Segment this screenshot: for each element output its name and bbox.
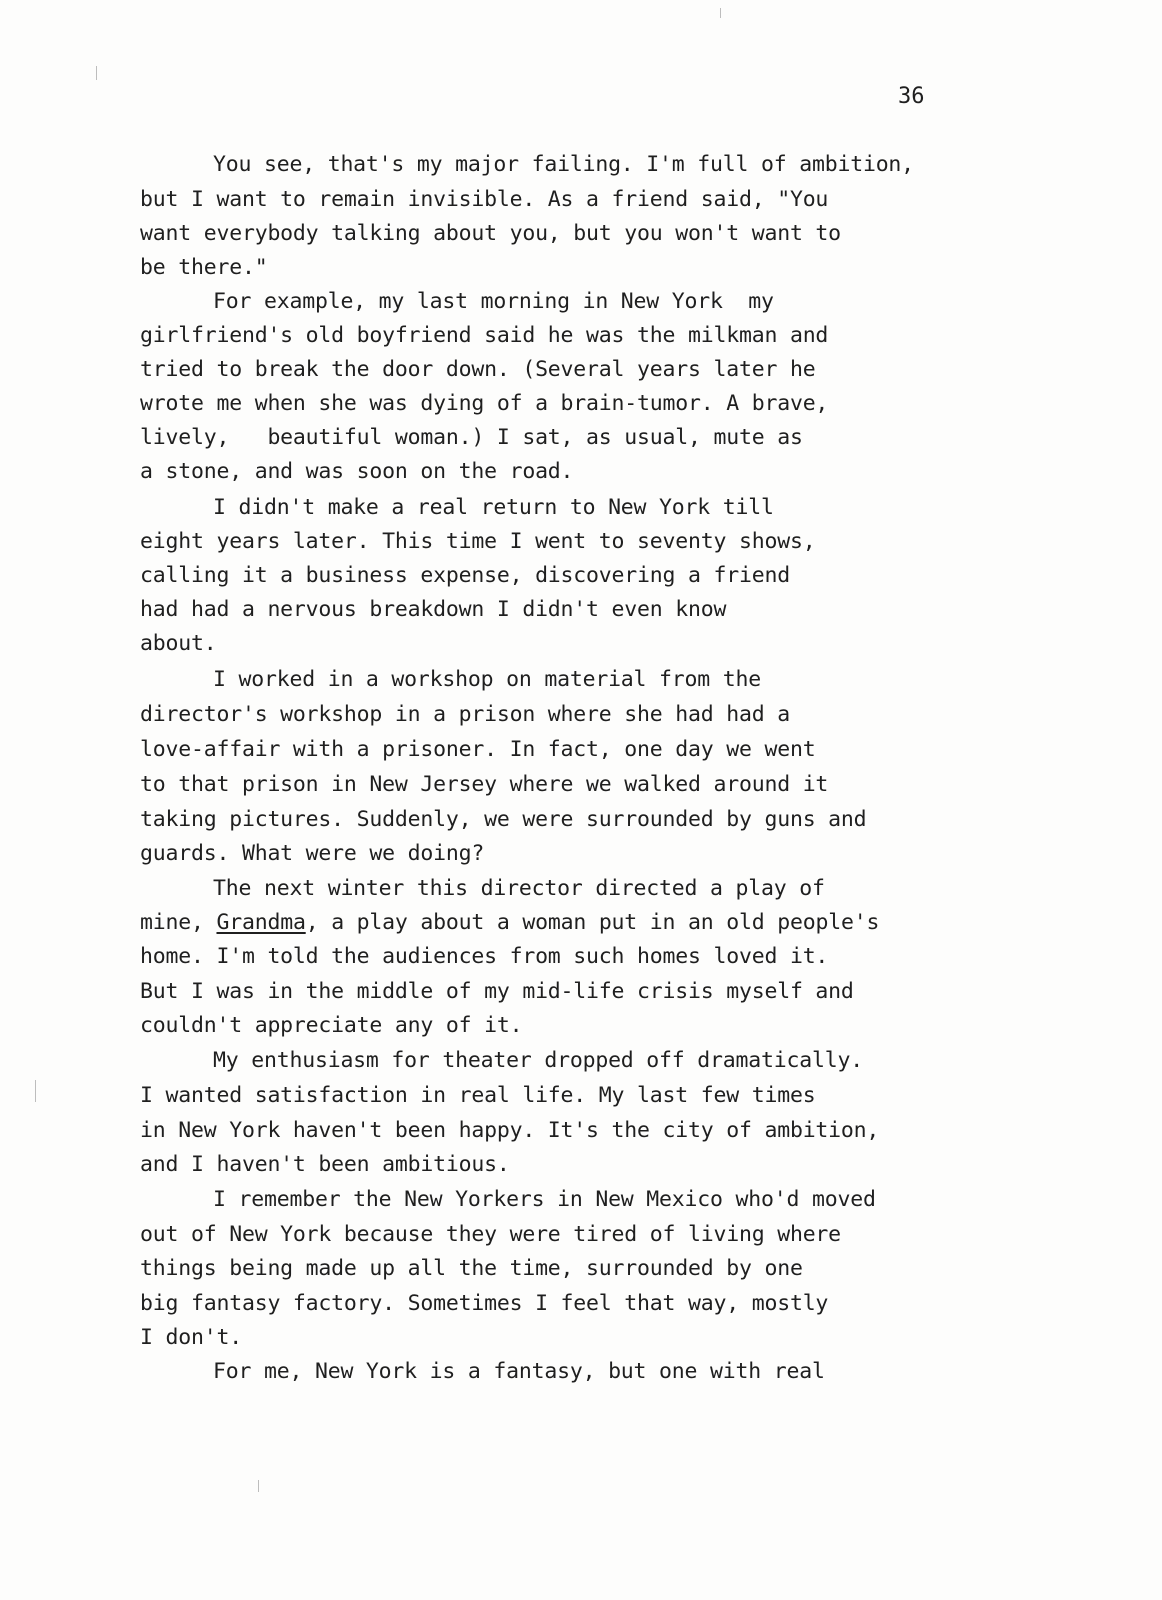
text-line: For example, my last morning in New York my: [213, 289, 774, 314]
text-line: You see, that's my major failing. I'm full of ambition,: [213, 152, 914, 177]
text-line: But I was in the middle of my mid-life crisis myself and: [140, 979, 854, 1004]
paper-speck: [35, 1080, 36, 1102]
paper-speck: [258, 1480, 259, 1492]
text-line: be there.": [140, 255, 268, 280]
text-line: and I haven't been ambitious.: [140, 1152, 510, 1177]
text-line: out of New York because they were tired of living where: [140, 1222, 841, 1247]
text-line: taking pictures. Suddenly, we were surrounded by guns and: [140, 807, 867, 832]
text-line: wrote me when she was dying of a brain-tumor. A brave,: [140, 391, 829, 416]
text-line: couldn't appreciate any of it.: [140, 1013, 523, 1038]
text-line: want everybody talking about you, but you won't want to: [140, 221, 841, 246]
text-line: in New York haven't been happy. It's the city of ambition,: [140, 1118, 880, 1143]
text-line: a stone, and was soon on the road.: [140, 459, 574, 484]
text-line: I don't.: [140, 1325, 242, 1350]
paper-speck: [720, 8, 721, 18]
text-line: The next winter this director directed a play of: [213, 876, 825, 901]
text-line: but I want to remain invisible. As a friend said, "You: [140, 187, 829, 212]
text-line: For me, New York is a fantasy, but one with real: [213, 1359, 825, 1384]
text-line: tried to break the door down. (Several years later he: [140, 357, 816, 382]
text-line: My enthusiasm for theater dropped off dramatically.: [213, 1048, 863, 1073]
play-title: Grandma: [216, 910, 306, 935]
text-line: about.: [140, 631, 217, 656]
text-line: to that prison in New Jersey where we walked around it: [140, 772, 829, 797]
text-line: big fantasy factory. Sometimes I feel that way, mostly: [140, 1291, 829, 1316]
text-line: love-affair with a prisoner. In fact, one day we went: [140, 737, 816, 762]
text-line: I didn't make a real return to New York till: [213, 495, 774, 520]
text-line: I worked in a workshop on material from the: [213, 667, 761, 692]
text-line: home. I'm told the audiences from such homes loved it.: [140, 944, 829, 969]
paper-speck: [96, 66, 97, 80]
text-fragment: , a play about a woman put in an old people's: [305, 910, 880, 935]
text-line: lively, beautiful woman.) I sat, as usual, mute as: [140, 425, 803, 450]
text-line: I wanted satisfaction in real life. My last few times: [140, 1083, 816, 1108]
text-line-with-title: [140, 910, 879, 936]
text-fragment: mine,: [140, 910, 204, 935]
text-line: calling it a business expense, discovering a friend: [140, 563, 790, 588]
text-line: director's workshop in a prison where she had had a: [140, 702, 790, 727]
text-line: things being made up all the time, surrounded by one: [140, 1256, 803, 1281]
text-line: eight years later. This time I went to seventy shows,: [140, 529, 816, 554]
text-line: girlfriend's old boyfriend said he was the milkman and: [140, 323, 829, 348]
text-line: guards. What were we doing?: [140, 841, 485, 866]
text-line: had had a nervous breakdown I didn't even know: [140, 597, 727, 622]
text-line: I remember the New Yorkers in New Mexico who'd moved: [213, 1187, 876, 1212]
page-number: 36: [898, 84, 925, 109]
